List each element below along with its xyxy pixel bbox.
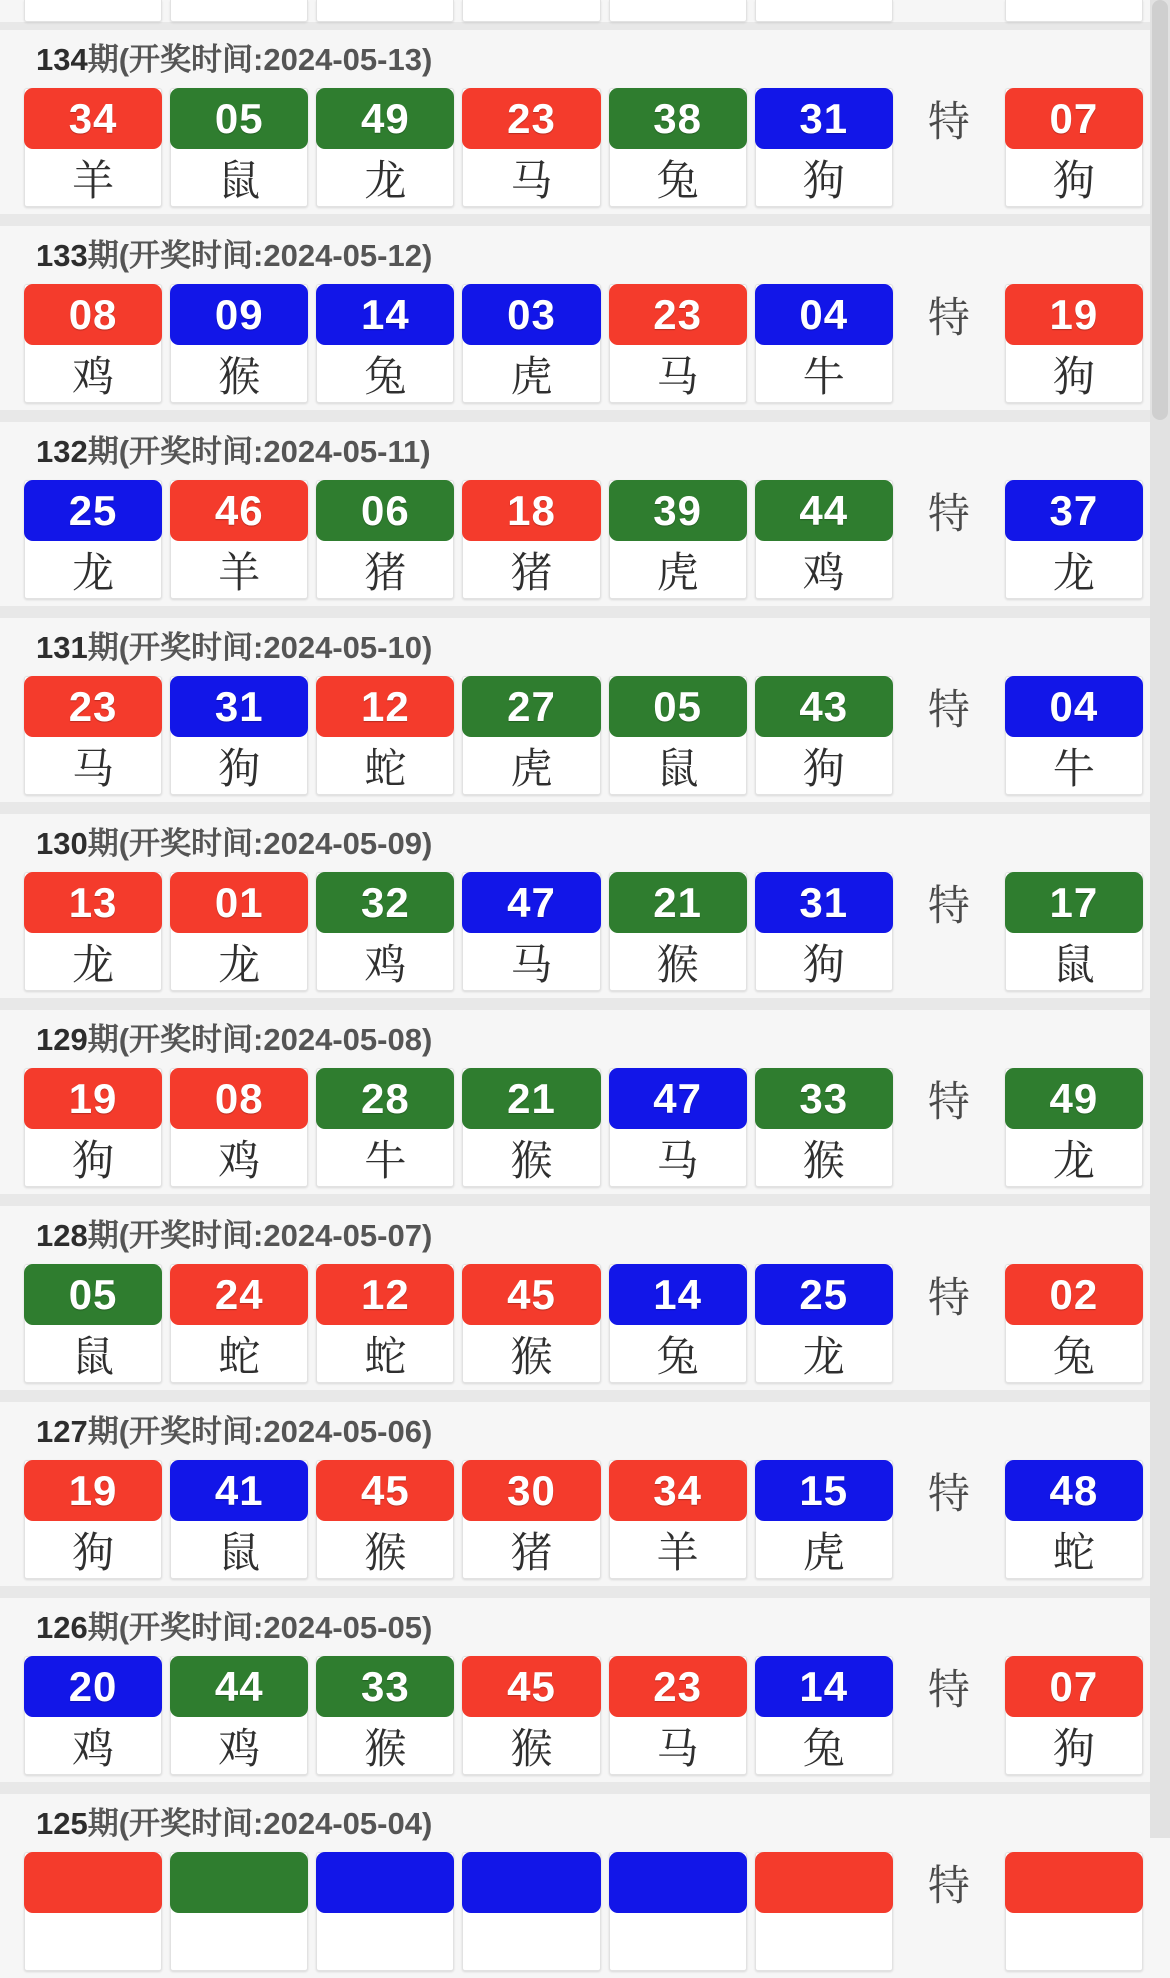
number-ball: 23 [609,1656,747,1717]
zodiac-label: 猴 [510,1136,553,1184]
zodiac-label [171,1913,307,1970]
period-time: 期(开奖时间:2024-05-09) [87,826,433,861]
cutoff-cell [462,0,600,22]
zodiac-label: 马 [656,352,699,400]
zodiac-label: 鸡 [72,1724,115,1772]
zodiac-label: 狗 [802,156,845,204]
number-cell [24,872,162,991]
zodiac-label: 猪 [364,548,407,596]
period-block [0,814,1170,998]
number-ball: 45 [462,1656,600,1717]
zodiac-label: 猴 [510,1332,553,1380]
zodiac-label: 鸡 [218,1724,261,1772]
number-cell [462,284,600,403]
zodiac-label: 龙 [802,1332,845,1380]
results-list [0,30,1170,1978]
number-cell [170,676,308,795]
number-cell [609,480,747,599]
number-ball: 14 [609,1264,747,1325]
number-cell [609,872,747,991]
period-block [0,618,1170,802]
special-label: 特 [927,489,970,537]
period-time: 期(开奖时间:2024-05-08) [87,1022,433,1057]
number-ball: 23 [609,284,747,345]
zodiac-label: 马 [510,156,553,204]
number-cell [170,88,308,207]
number-cell [316,1264,454,1383]
number-ball: 30 [462,1460,600,1521]
number-ball: 14 [316,284,454,345]
zodiac-label: 狗 [1052,156,1095,204]
period-number: 125 [36,1806,88,1841]
period-time: 期(开奖时间:2024-05-05) [87,1610,433,1645]
special-cell [1005,88,1143,207]
number-ball [1005,1852,1143,1913]
special-label: 特 [927,1861,970,1909]
row-grid [0,480,1170,599]
zodiac-label: 狗 [802,940,845,988]
number-cell [755,1264,893,1383]
number-cell [609,1460,747,1579]
period-header [0,1214,1170,1258]
number-cell [24,1264,162,1383]
cutoff-cell [316,0,454,22]
period-header [0,1410,1170,1454]
special-cell [1005,1068,1143,1187]
zodiac-label: 猴 [802,1136,845,1184]
number-ball: 49 [316,88,454,149]
zodiac-label: 羊 [218,548,261,596]
period-header [0,430,1170,474]
number-ball: 28 [316,1068,454,1129]
special-cell [1005,676,1143,795]
cutoff-cell [755,0,893,22]
zodiac-label: 马 [656,1724,699,1772]
zodiac-label: 蛇 [1052,1528,1095,1576]
zodiac-label: 蛇 [218,1332,261,1380]
zodiac-label: 蛇 [364,744,407,792]
number-cell [316,1460,454,1579]
zodiac-label: 马 [510,940,553,988]
number-ball: 41 [170,1460,308,1521]
number-ball: 04 [1005,676,1143,737]
period-number: 128 [36,1218,88,1253]
number-ball: 24 [170,1264,308,1325]
number-cell [609,88,747,207]
zodiac-label [317,1913,453,1970]
number-cell [462,88,600,207]
number-cell [755,1852,893,1971]
zodiac-label: 狗 [802,744,845,792]
previous-row-partial [0,0,1170,22]
number-ball [24,1852,162,1913]
special-label: 特 [927,1469,970,1517]
zodiac-label: 狗 [218,744,261,792]
zodiac-label: 牛 [364,1136,407,1184]
zodiac-label: 龙 [364,156,407,204]
number-cell [316,872,454,991]
zodiac-label: 鸡 [364,940,407,988]
zodiac-label: 虎 [656,548,699,596]
zodiac-label: 虎 [802,1528,845,1576]
period-header [0,38,1170,82]
number-ball: 19 [1005,284,1143,345]
period-block [0,1794,1170,1978]
number-cell [316,676,454,795]
number-cell [462,872,600,991]
zodiac-label [756,1913,892,1970]
number-cell [24,676,162,795]
period-header [0,1606,1170,1650]
number-ball: 37 [1005,480,1143,541]
cutoff-cell [1005,0,1143,22]
number-ball: 34 [609,1460,747,1521]
period-header [0,1802,1170,1846]
zodiac-label: 鼠 [218,156,261,204]
zodiac-label: 鼠 [656,744,699,792]
number-ball: 07 [1005,1656,1143,1717]
zodiac-label: 虎 [510,352,553,400]
number-cell [609,284,747,403]
number-cell [462,1460,600,1579]
number-ball: 34 [24,88,162,149]
number-ball: 44 [755,480,893,541]
number-ball: 39 [609,480,747,541]
number-ball: 21 [609,872,747,933]
number-ball: 04 [755,284,893,345]
number-cell [24,1656,162,1775]
number-ball: 09 [170,284,308,345]
zodiac-label: 鸡 [802,548,845,596]
zodiac-label: 龙 [72,940,115,988]
zodiac-label: 兔 [656,1332,699,1380]
period-header [0,626,1170,670]
zodiac-label: 兔 [364,352,407,400]
period-header [0,234,1170,278]
zodiac-label: 猪 [510,548,553,596]
scrollbar-thumb[interactable] [1152,0,1168,420]
number-cell [609,676,747,795]
number-cell [755,1068,893,1187]
zodiac-label: 狗 [72,1528,115,1576]
zodiac-label: 兔 [656,156,699,204]
number-ball: 15 [755,1460,893,1521]
number-cell [755,1460,893,1579]
row-grid [0,1068,1170,1187]
number-ball: 02 [1005,1264,1143,1325]
row-grid [0,1852,1170,1971]
row-grid [0,284,1170,403]
number-cell [609,1264,747,1383]
zodiac-label: 龙 [1052,1136,1095,1184]
period-time: 期(开奖时间:2024-05-04) [87,1806,433,1841]
number-ball: 13 [24,872,162,933]
period-time: 期(开奖时间:2024-05-11) [87,434,431,469]
cutoff-cell [24,0,162,22]
number-ball: 18 [462,480,600,541]
number-ball: 46 [170,480,308,541]
row-grid [0,1264,1170,1383]
number-ball: 21 [462,1068,600,1129]
zodiac-label: 猴 [510,1724,553,1772]
number-ball: 32 [316,872,454,933]
number-cell [462,676,600,795]
number-ball: 17 [1005,872,1143,933]
number-cell [24,1852,162,1971]
number-cell [170,1068,308,1187]
number-ball: 47 [609,1068,747,1129]
number-ball: 45 [462,1264,600,1325]
number-cell [316,480,454,599]
zodiac-label: 猴 [218,352,261,400]
number-ball: 08 [24,284,162,345]
zodiac-label: 羊 [72,156,115,204]
special-label: 特 [927,685,970,733]
number-cell [462,1656,600,1775]
special-cell [1005,1460,1143,1579]
number-cell [24,1460,162,1579]
number-ball: 05 [24,1264,162,1325]
period-number: 133 [36,238,88,273]
period-time: 期(开奖时间:2024-05-12) [87,238,433,273]
number-cell [170,284,308,403]
number-cell [24,88,162,207]
number-cell [462,1852,600,1971]
number-ball: 23 [24,676,162,737]
number-cell [316,284,454,403]
number-ball: 27 [462,676,600,737]
number-ball [755,1852,893,1913]
zodiac-label: 兔 [1052,1332,1095,1380]
number-cell [316,1852,454,1971]
zodiac-label: 猪 [510,1528,553,1576]
zodiac-label [610,1913,746,1970]
number-ball: 19 [24,1068,162,1129]
special-cell [1005,1656,1143,1775]
period-header [0,1018,1170,1062]
cutoff-cell [170,0,308,22]
zodiac-label: 龙 [1052,548,1095,596]
number-ball: 31 [755,872,893,933]
number-ball: 33 [755,1068,893,1129]
number-cell [609,1852,747,1971]
number-ball: 20 [24,1656,162,1717]
row-grid [0,676,1170,795]
number-cell [316,1656,454,1775]
number-cell [24,480,162,599]
zodiac-label: 猴 [364,1724,407,1772]
zodiac-label: 龙 [218,940,261,988]
period-number: 127 [36,1414,88,1449]
period-block [0,1402,1170,1586]
zodiac-label: 虎 [510,744,553,792]
zodiac-label: 狗 [1052,1724,1095,1772]
number-cell [755,88,893,207]
special-label: 特 [927,293,970,341]
zodiac-label: 马 [72,744,115,792]
period-time: 期(开奖时间:2024-05-06) [87,1414,433,1449]
row-grid [0,1460,1170,1579]
row-grid [0,1656,1170,1775]
special-label: 特 [927,1273,970,1321]
number-ball: 47 [462,872,600,933]
period-block [0,422,1170,606]
cutoff-cell [609,0,747,22]
zodiac-label: 兔 [802,1724,845,1772]
number-cell [316,1068,454,1187]
number-ball: 48 [1005,1460,1143,1521]
row-grid [0,872,1170,991]
number-ball: 06 [316,480,454,541]
number-ball: 08 [170,1068,308,1129]
period-time: 期(开奖时间:2024-05-10) [87,630,433,665]
number-ball [316,1852,454,1913]
number-cell [755,480,893,599]
cutoff-spacer [901,0,997,22]
special-label: 特 [927,97,970,145]
number-ball: 19 [24,1460,162,1521]
zodiac-label: 狗 [1052,352,1095,400]
number-cell [462,1264,600,1383]
period-block [0,30,1170,214]
number-ball: 44 [170,1656,308,1717]
special-label: 特 [927,1665,970,1713]
number-ball: 12 [316,676,454,737]
zodiac-label [463,1913,599,1970]
number-ball: 03 [462,284,600,345]
number-cell [170,1852,308,1971]
zodiac-label: 狗 [72,1136,115,1184]
number-ball: 33 [316,1656,454,1717]
zodiac-label: 牛 [1052,744,1095,792]
zodiac-label: 鼠 [218,1528,261,1576]
number-cell [24,284,162,403]
row-grid [0,88,1170,207]
special-cell [1005,284,1143,403]
special-cell [1005,480,1143,599]
number-ball: 25 [24,480,162,541]
special-cell [1005,1852,1143,1971]
number-cell [170,1264,308,1383]
zodiac-label: 龙 [72,548,115,596]
number-ball: 01 [170,872,308,933]
special-label: 特 [927,881,970,929]
number-cell [755,676,893,795]
special-cell [1005,872,1143,991]
number-cell [170,1460,308,1579]
zodiac-label [1006,1913,1142,1970]
period-block [0,1598,1170,1782]
zodiac-label: 鸡 [218,1136,261,1184]
number-cell [170,872,308,991]
number-cell [170,480,308,599]
special-cell [1005,1264,1143,1383]
period-time: 期(开奖时间:2024-05-07) [87,1218,433,1253]
number-ball [170,1852,308,1913]
period-time: 期(开奖时间:2024-05-13) [87,42,433,77]
number-ball: 25 [755,1264,893,1325]
number-cell [24,1068,162,1187]
scrollbar-track[interactable] [1150,0,1170,1838]
zodiac-label: 猴 [656,940,699,988]
period-number: 126 [36,1610,88,1645]
zodiac-label: 马 [656,1136,699,1184]
period-number: 132 [36,434,88,469]
number-cell [462,480,600,599]
number-cell [462,1068,600,1187]
zodiac-label: 牛 [802,352,845,400]
number-cell [755,872,893,991]
number-cell [609,1656,747,1775]
number-ball: 43 [755,676,893,737]
zodiac-label: 鼠 [72,1332,115,1380]
zodiac-label: 鼠 [1052,940,1095,988]
period-number: 130 [36,826,88,861]
number-cell [170,1656,308,1775]
number-ball: 05 [170,88,308,149]
period-block [0,226,1170,410]
period-block [0,1010,1170,1194]
number-ball: 38 [609,88,747,149]
zodiac-label: 蛇 [364,1332,407,1380]
number-cell [755,284,893,403]
number-ball [462,1852,600,1913]
period-block [0,1206,1170,1390]
special-label: 特 [927,1077,970,1125]
number-ball: 14 [755,1656,893,1717]
zodiac-label [25,1913,161,1970]
number-ball: 07 [1005,88,1143,149]
number-ball: 23 [462,88,600,149]
number-ball: 12 [316,1264,454,1325]
period-number: 131 [36,630,88,665]
number-ball: 45 [316,1460,454,1521]
number-cell [316,88,454,207]
period-number: 129 [36,1022,88,1057]
number-ball: 05 [609,676,747,737]
zodiac-label: 羊 [656,1528,699,1576]
number-ball: 31 [755,88,893,149]
number-cell [609,1068,747,1187]
number-cell [755,1656,893,1775]
number-ball: 31 [170,676,308,737]
period-number: 134 [36,42,88,77]
number-ball: 49 [1005,1068,1143,1129]
zodiac-label: 猴 [364,1528,407,1576]
zodiac-label: 鸡 [72,352,115,400]
period-header [0,822,1170,866]
number-ball [609,1852,747,1913]
